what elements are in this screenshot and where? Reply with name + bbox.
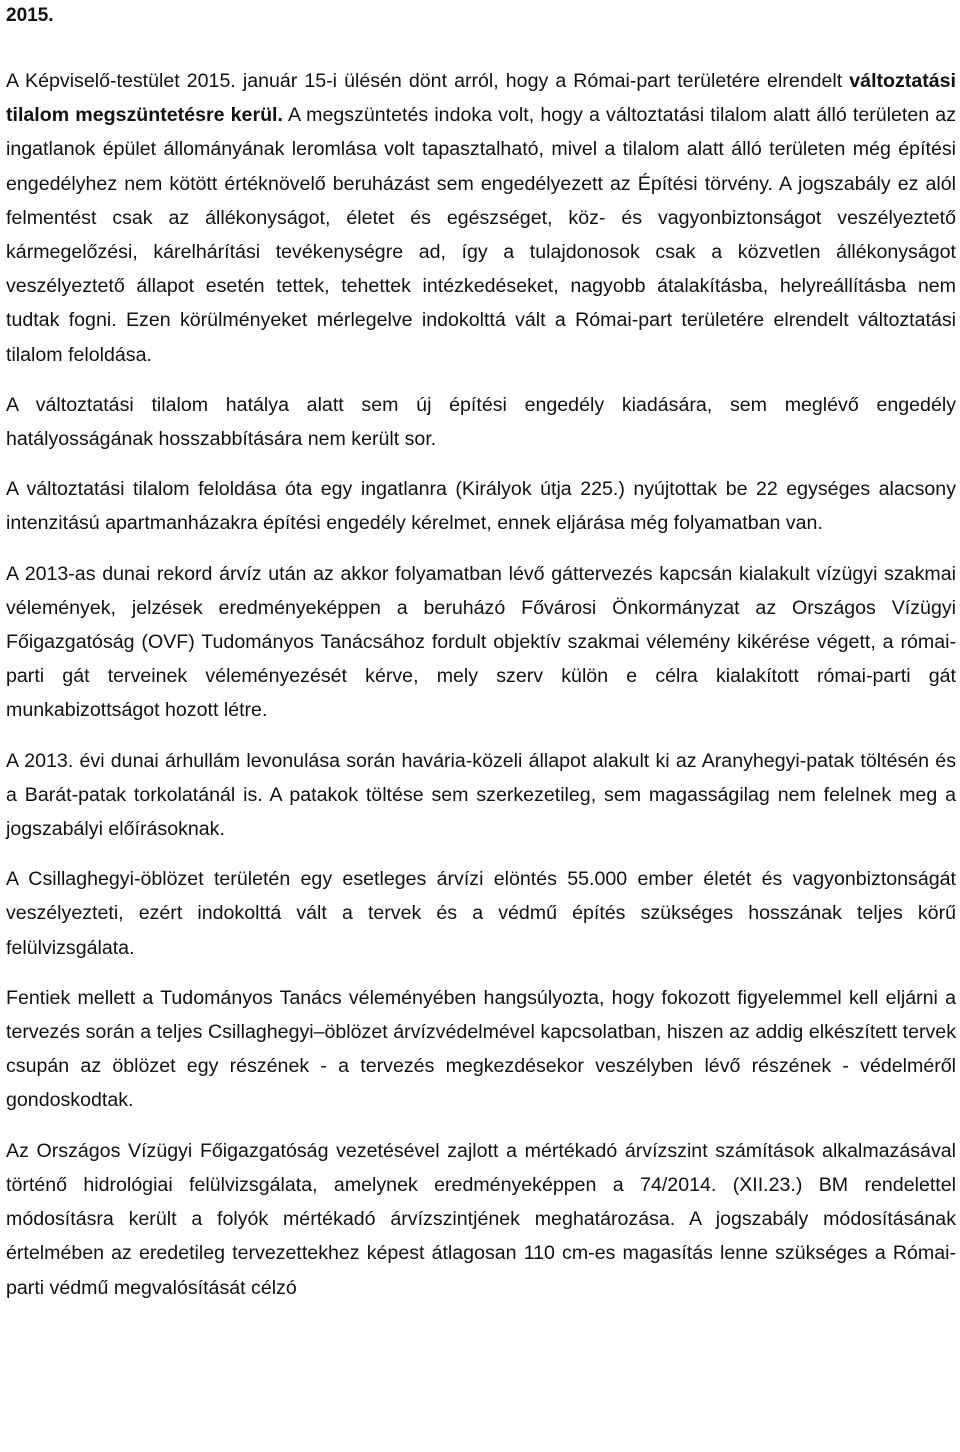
paragraph-1-bold-text: változtatási tilalom megszüntetésre kerül.	[6, 70, 956, 127]
paragraph-1-text-before: A Képviselő-testület 2015. január 15-i ülésén dönt arról, hogy a Római-part területére elrendelt	[6, 70, 850, 92]
paragraph-3: A változtatási tilalom feloldása óta egy ingatlanra (Királyok útja 225.) nyújtottak be 22 egységes alacsony intenzitású apartmanházakra építési engedély kérelmet, ennek eljárása még folyamatban van.	[6, 478, 956, 535]
paragraph-5: A 2013. évi dunai árhullám levonulása során havária-közeli állapot alakult ki az Aranyhegyi-patak töltésén és a Barát-patak torkolatánál is. A patakok töltése sem szerkezetileg, sem magasságilag nem felelnek meg a jogszabályi előírásoknak.	[6, 749, 956, 841]
paragraph-7: Fentiek mellett a Tudományos Tanács véleményében hangsúlyozta, hogy fokozott figyelemmel kell eljárni a tervezés során a teljes Csillaghegyi–öblözet árvízvédelmével kapcsolatban, hiszen az addig elkészített tervek csupán az öblözet egy részének - a tervezés megkezdésekor veszélyben lévő részének - védelméről gondoskodtak.	[6, 986, 956, 1112]
paragraph-1-text-after: A megszüntetés indoka volt, hogy a változtatási tilalom alatt álló területen az ingatlanok épület állományának leromlása volt tapasztalható, mivel a tilalom alatt álló területen még építési engedélyhez nem kötött értéknövelő beruházást sem engedélyezett az Építési törvény. A jogszabály ez alól felmentést csak az állékonyságot, életet és egészséget, köz- és vagyonbiztonságot veszélyeztető kármegelőzési, kárelhárítási tevékenységre ad, így a tulajdonosok csak a közvetlen állékonyságot veszélyeztető állapot esetén tettek, tehettek intézkedéseket, nagyobb átalakításba, helyreállításba nem tudtak fogni. Ezen körülményeket mérlegelve indokolttá vált a Római-part területére elrendelt változtatási tilalom feloldása.	[6, 104, 956, 366]
document-page	[6, 0, 956, 1305]
section-heading: 2015.	[6, 5, 54, 26]
paragraph-6: A Csillaghegyi-öblözet területén egy esetleges árvízi elöntés 55.000 ember életét és vagyonbiztonságát veszélyezteti, ezért indokolttá vált a tervek és a védmű építés szükséges hosszának teljes körű felülvizsgálata.	[6, 868, 956, 959]
paragraph-4: A 2013-as dunai rekord árvíz után az akkor folyamatban lévő gáttervezés kapcsán kialakult vízügyi szakmai vélemények, jelzések eredményeképpen a beruházó Fővárosi Önkormányzat az Országos Vízügyi Főigazgatóság (OVF) Tudományos Tanácsához fordult objektív szakmai vélemény kikérése végett, a római-parti gát terveinek véleményezését kérve, mely szerv külön e célra kialakított római-parti gát munkabizottságot hozott létre.	[6, 562, 956, 722]
paragraph-2: A változtatási tilalom hatálya alatt sem új építési engedély kiadására, sem meglévő engedély hatályosságának hosszabbítására nem került sor.	[6, 393, 956, 451]
paragraph-8: Az Országos Vízügyi Főigazgatóság vezetésével zajlott a mértékadó árvízszint számítások alkalmazásával történő hidrológiai felülvizsgálata, amelynek eredményeképpen a 74/2014. (XII.23.) BM rendelettel módosításra került a folyók mértékadó árvízszintjének meghatározása. A jogszabály módosításának értelmében az eredetileg tervezettekhez képest átlagosan 110 cm-es magasítás lenne szükséges a Római-parti védmű megvalósítását célzó	[6, 1139, 956, 1299]
paragraph-1	[6, 64, 956, 372]
